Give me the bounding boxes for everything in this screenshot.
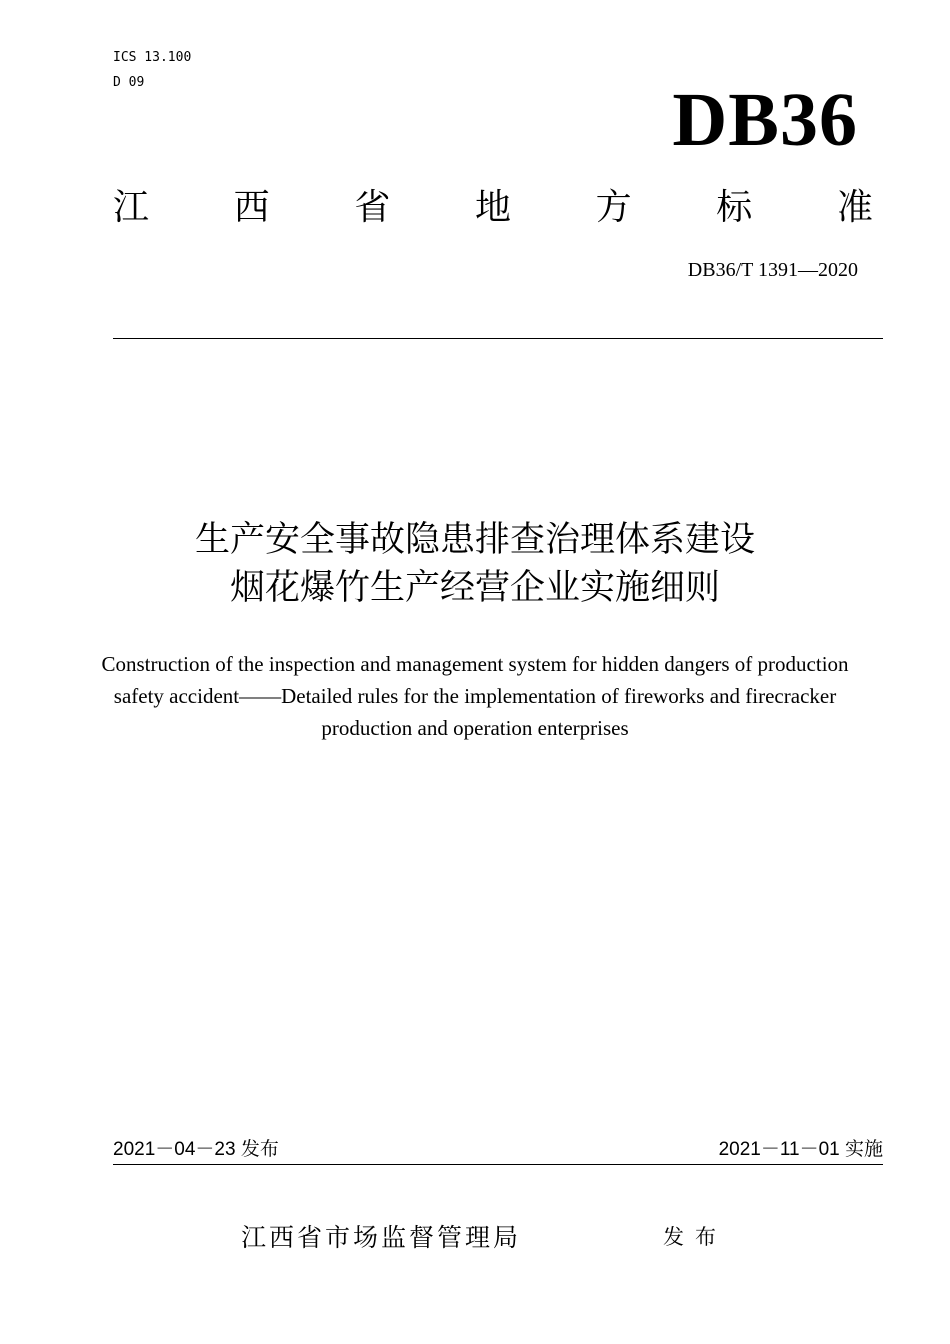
standard-logo: DB36 — [672, 78, 858, 162]
chinese-title — [0, 516, 950, 612]
issuing-authority: 江西省市场监督管理局 — [241, 1223, 522, 1252]
standard-type-char: 江 — [113, 187, 150, 228]
chinese-title-line-2: 烟花爆竹生产经营企业实施细则 — [229, 568, 720, 608]
english-title: Construction of the inspection and management system for hidden dangers of production safety accident——Detailed rules for the implementation of fireworks and firecracker production and operation enterprises — [101, 652, 849, 740]
standard-type-char: 地 — [474, 187, 511, 228]
standard-type-char: 省 — [354, 187, 391, 228]
issue-label: 发布 — [663, 1225, 727, 1249]
ccs-code: D 09 — [113, 75, 145, 90]
standard-number: DB36/T 1391—2020 — [687, 259, 858, 281]
date-row — [113, 1136, 883, 1165]
top-divider — [113, 338, 883, 339]
standard-type-heading — [113, 186, 873, 230]
chinese-title-line-1: 生产安全事故隐患排查治理体系建设 — [194, 520, 755, 560]
ics-code: ICS 13.100 — [113, 50, 192, 65]
implementation-date: 2021－11－01 实施 — [718, 1139, 883, 1160]
standard-type-char: 西 — [233, 187, 270, 228]
release-date: 2021－04－23 发布 — [113, 1139, 279, 1160]
standard-type-char: 准 — [836, 187, 873, 228]
standard-type-char: 方 — [595, 187, 632, 228]
standard-type-char: 标 — [716, 187, 753, 228]
